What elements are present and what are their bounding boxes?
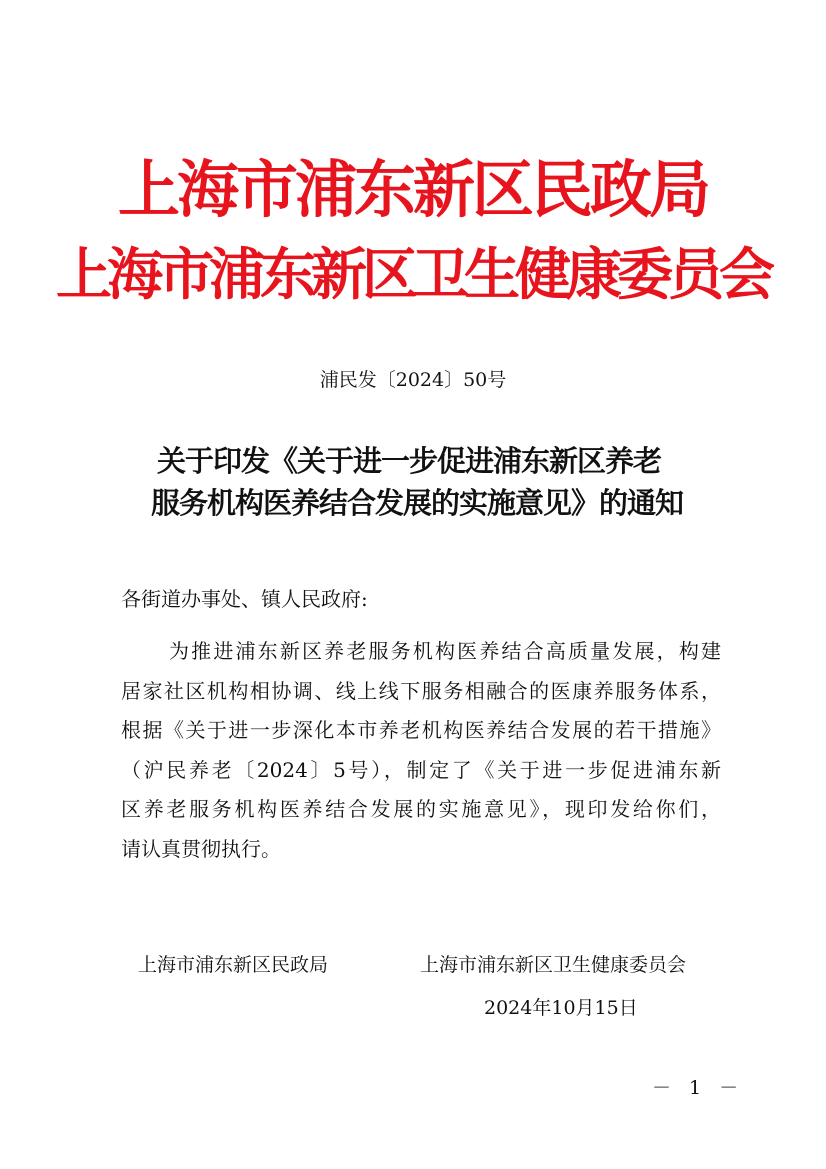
body-line: 区养老服务机构医养结合发展的实施意见》，现印发给你们，	[121, 797, 721, 821]
body-paragraph	[121, 632, 721, 869]
body-line: 请认真贯彻执行。	[121, 836, 281, 861]
body-line: （沪民养老〔2024〕5号），制定了《关于进一步促进浦东新	[121, 757, 721, 782]
body-line: 为推进浦东新区养老服务机构医养结合高质量发展，构建	[169, 639, 721, 663]
body-line: 根据《关于进一步深化本市养老机构医养结合发展的若干措施》	[121, 718, 721, 742]
page-number: － 1 －	[652, 1077, 745, 1099]
body-line: 居家社区机构相协调、线上线下服务相融合的医康养服务体系，	[121, 678, 721, 703]
issuer-header-civil-affairs: 上海市浦东新区民政局	[117, 153, 708, 226]
document-number: 浦民发〔2024〕50号	[319, 369, 507, 391]
salutation: 各街道办事处、镇人民政府:	[121, 587, 368, 611]
signer-civil-affairs: 上海市浦东新区民政局	[138, 954, 329, 976]
signer-health-commission: 上海市浦东新区卫生健康委员会	[420, 954, 687, 976]
issuer-header-health-commission: 上海市浦东新区卫生健康委员会	[56, 243, 770, 308]
document-title-line-2: 服务机构医养结合发展的实施意见》的通知	[150, 486, 683, 520]
issue-date: 2024年10月15日	[484, 997, 638, 1019]
document-title-line-1: 关于印发《关于进一步促进浦东新区养老	[156, 444, 661, 478]
